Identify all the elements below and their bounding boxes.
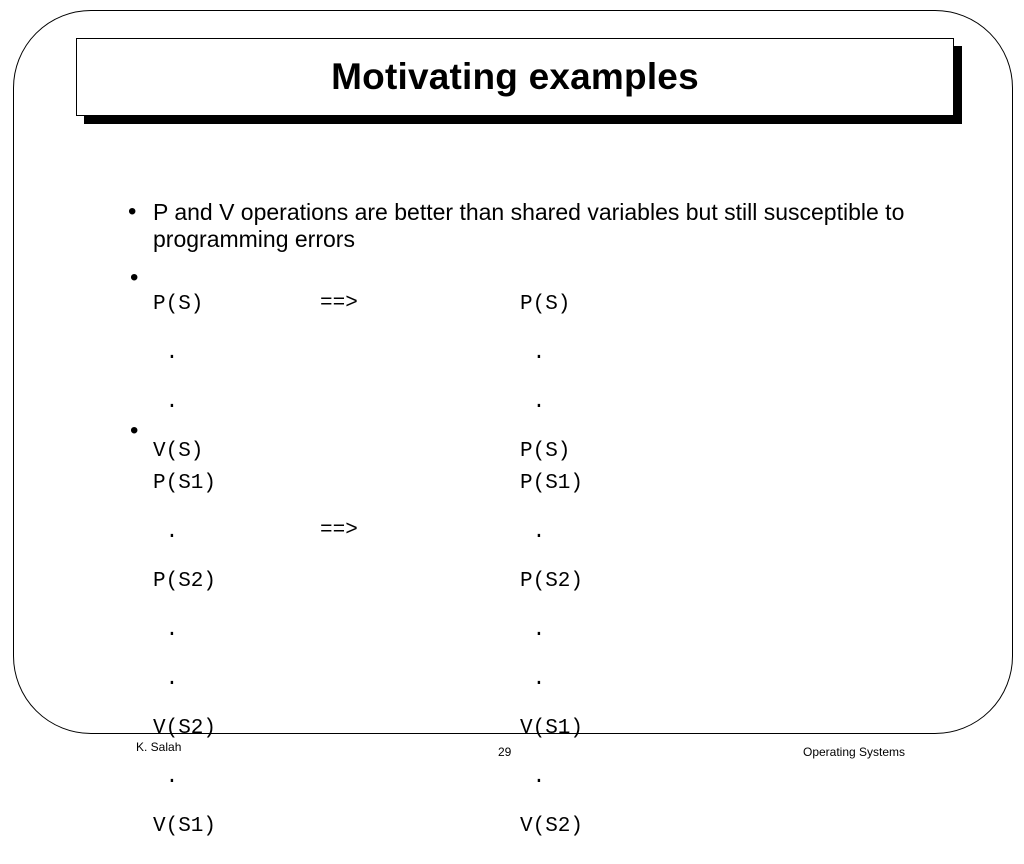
code-line: V(S1) xyxy=(153,814,217,838)
bullet-marker-2: • xyxy=(130,264,139,291)
code-line: P(S2) xyxy=(153,569,217,593)
code-line: . xyxy=(153,765,179,789)
code-line: . xyxy=(520,667,546,691)
example2-arrow: ==> xyxy=(320,519,358,542)
slide-title: Motivating examples xyxy=(331,56,699,97)
code-line: . xyxy=(153,667,179,691)
bullet-text-1: P and V operations are better than shared variables but still susceptible to programming errors xyxy=(153,199,905,252)
code-line: P(S) xyxy=(153,292,204,316)
footer-author: K. Salah xyxy=(136,740,182,754)
example2-right-code xyxy=(520,447,583,864)
bullet-marker-1: • xyxy=(128,198,137,225)
code-line: P(S1) xyxy=(520,471,584,495)
footer-page-number: 29 xyxy=(498,745,512,759)
code-line: . xyxy=(520,390,546,414)
bullet-marker-3: • xyxy=(130,417,139,444)
code-line: . xyxy=(520,765,546,789)
footer-course: Operating Systems xyxy=(803,745,906,759)
code-line: . xyxy=(153,520,179,544)
code-line: V(S2) xyxy=(153,716,217,740)
code-line: . xyxy=(520,618,546,642)
example1-arrow: ==> xyxy=(320,292,358,315)
code-line: V(S) xyxy=(153,439,204,463)
code-line: . xyxy=(153,390,179,414)
code-line: P(S) xyxy=(520,439,571,463)
code-line: P(S) xyxy=(520,292,571,316)
code-line: P(S1) xyxy=(153,471,217,495)
title-box xyxy=(76,38,954,116)
code-line: V(S1) xyxy=(520,716,584,740)
code-line: . xyxy=(153,341,179,365)
code-line: . xyxy=(520,341,546,365)
code-line: . xyxy=(520,520,546,544)
code-line: V(S2) xyxy=(520,814,584,838)
code-line: P(S2) xyxy=(520,569,584,593)
code-line: . xyxy=(153,618,179,642)
example2-left-code xyxy=(153,447,216,864)
